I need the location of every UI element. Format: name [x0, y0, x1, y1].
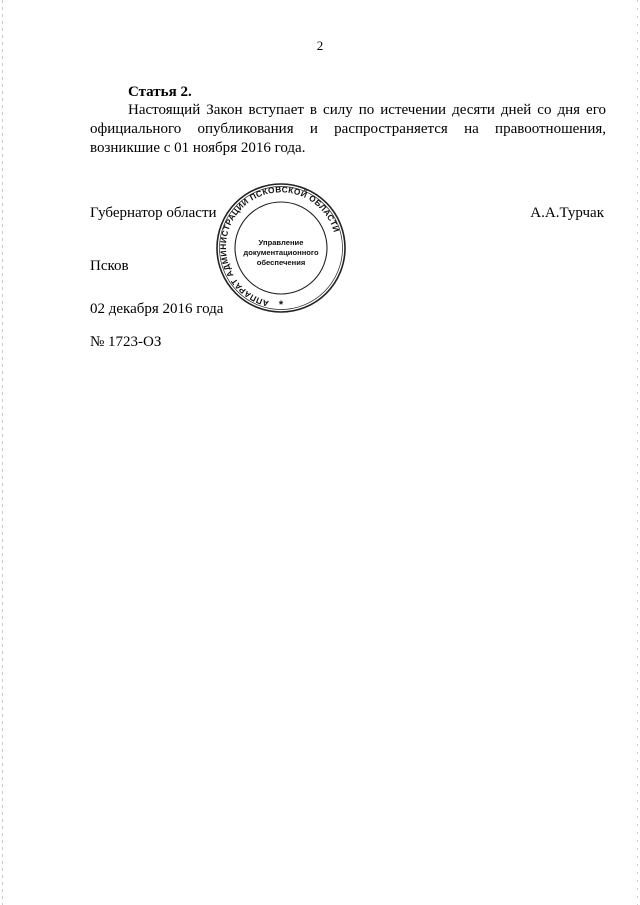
article-body — [90, 101, 606, 158]
page-number: 2 — [316, 38, 324, 53]
sign-date: 02 декабря 2016 года — [90, 301, 224, 317]
page-edge-right — [637, 0, 638, 905]
article-line-2: официального опубликования и распространяется на правоотношения, — [90, 121, 606, 137]
seal-center-line-2: документационного — [243, 248, 319, 257]
city: Псков — [90, 258, 129, 274]
seal-ring-text: АППАРАТ АДМИНИСТРАЦИИ ПСКОВСКОЙ ОБЛАСТИ — [217, 184, 342, 309]
seal-center-line-3: обеспечения — [256, 258, 306, 267]
article-line-3: возникшие с 01 ноября 2016 года. — [90, 140, 306, 156]
official-seal — [210, 182, 352, 314]
page-edge-left — [2, 0, 3, 905]
article-heading: Статья 2. — [128, 84, 192, 100]
law-number: № 1723-ОЗ — [90, 334, 162, 350]
signer-title: Губернатор области — [90, 205, 217, 221]
seal-center-line-1: Управление — [258, 238, 304, 247]
article-line-1: Настоящий Закон вступает в силу по истечении десяти дней со дня его — [128, 102, 606, 118]
seal-star-icon: * — [278, 299, 284, 311]
signer-name: А.А.Турчак — [530, 205, 604, 221]
